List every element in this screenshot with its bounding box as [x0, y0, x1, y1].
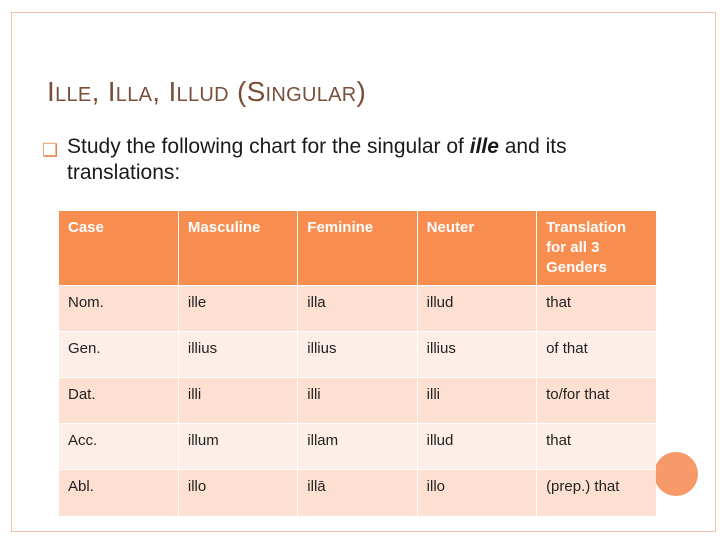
table-header-row: [59, 211, 656, 286]
table-cell: Abl.: [59, 470, 178, 516]
table-cell: illius: [178, 332, 297, 378]
bullet-text-before: Study the following chart for the singular of: [67, 135, 470, 158]
table-cell: illo: [178, 470, 297, 516]
table-cell: that: [537, 424, 656, 470]
table-cell: that: [537, 286, 656, 332]
table-cell: illud: [417, 286, 536, 332]
table-cell: illo: [417, 470, 536, 516]
table-cell: of that: [537, 332, 656, 378]
header-case: Case: [59, 211, 178, 286]
table-cell: illum: [178, 424, 297, 470]
table-cell: illā: [298, 470, 417, 516]
table-cell: illi: [178, 378, 297, 424]
table-row: [59, 286, 656, 332]
table-cell: Nom.: [59, 286, 178, 332]
table-cell: illi: [298, 378, 417, 424]
table-row: [59, 378, 656, 424]
table-cell: (prep.) that: [537, 470, 656, 516]
table-cell: illi: [417, 378, 536, 424]
bullet-text: [67, 134, 627, 186]
table-cell: ille: [178, 286, 297, 332]
table-cell: illius: [417, 332, 536, 378]
table-row: [59, 332, 656, 378]
table-cell: Acc.: [59, 424, 178, 470]
table-cell: illa: [298, 286, 417, 332]
table-cell: illius: [298, 332, 417, 378]
table-cell: to/for that: [537, 378, 656, 424]
bullet-emphasis: ille: [469, 135, 499, 158]
header-neuter: Neuter: [417, 211, 536, 286]
header-feminine: Feminine: [298, 211, 417, 286]
table-row: [59, 424, 656, 470]
table-cell: illam: [298, 424, 417, 470]
header-masculine: Masculine: [178, 211, 297, 286]
declension-table: [59, 211, 656, 516]
decorative-circle: [654, 452, 698, 496]
table-cell: illud: [417, 424, 536, 470]
table-cell: Gen.: [59, 332, 178, 378]
table-cell: Dat.: [59, 378, 178, 424]
header-translation: Translation for all 3 Genders: [537, 211, 656, 286]
bullet-text-after: and its translations:: [67, 135, 567, 184]
table-row: [59, 470, 656, 516]
bullet-icon: ❑: [42, 140, 59, 160]
slide-title: Ille, Illa, Illud (Singular): [47, 76, 367, 107]
